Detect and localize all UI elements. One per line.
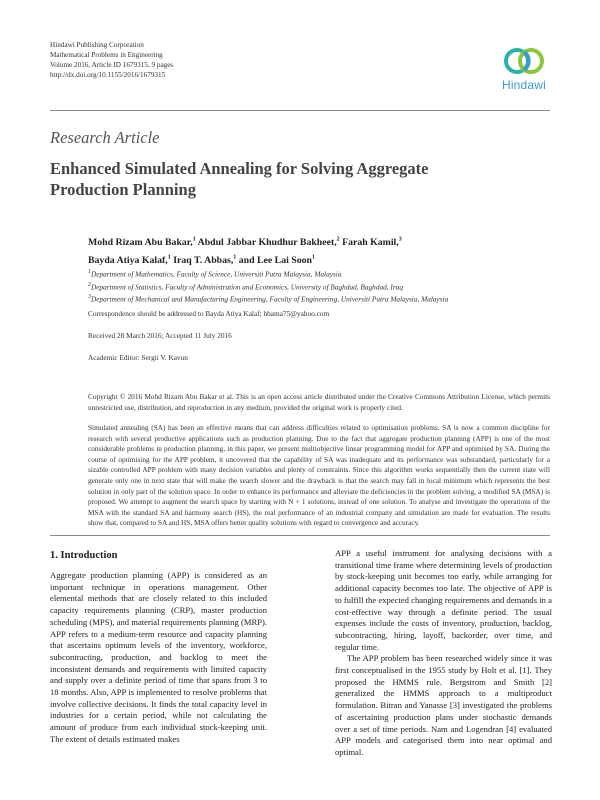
author: Iraq T. Abbas,$^1$ (173, 254, 237, 266)
hindawi-logo-icon (501, 44, 547, 78)
author: Farah Kamil,$^3$ (342, 237, 402, 249)
journal-name: Mathematical Problems in Engineering (50, 51, 163, 59)
academic-editor: Academic Editor: Sergii V. Kavun (88, 353, 188, 362)
doi-link[interactable]: http://dx.doi.org/10.1155/2016/1679315 (50, 71, 166, 79)
affiliation: $^2$Department of Statistics, Faculty of Administration and Economics, University of Baghdad, Baghdad, Iraq (88, 282, 403, 292)
abstract-rule (50, 535, 550, 536)
publisher-name: Hindawi Publishing Corporation (50, 41, 144, 49)
author: Abdul Jabbar Khudhur Bakheet,$^2$ (197, 237, 340, 249)
logo-wordmark: Hindawi (501, 78, 547, 92)
correspondence: Correspondence should be addressed to Bayda Atiya Kalaf; hbama75@yahoo.com (88, 309, 330, 318)
article-type: Research Article (50, 128, 160, 147)
author-list (88, 233, 508, 268)
received-dates: Received 28 March 2016; Accepted 11 July 2016 (88, 331, 232, 340)
paragraph: The APP problem has been researched widely since it was first conceptualised in the 1955 study by Holt et al. [1]. They proposed the HMMS rule. Bergstrom and Smith [2] generalized the HMMS approach to a multiproduct formulation. Bitran and Yanasse [3] investigated the problems of ascertaining production plans under stochastic demands over a set of time periods. Nam and Logendran [4] evaluated APP models and categorised them into near optimal and optimal. (335, 653, 552, 757)
author: Mohd Rizam Abu Bakar,$^1$ (88, 237, 196, 249)
journal-header (50, 40, 173, 80)
affiliation: $^3$Department of Mechanical and Manufacturing Engineering, Faculty of Engineering, Universiti Putra Malaysia, Malaysia (88, 294, 449, 304)
author: and Lee Lai Soon$^1$ (238, 254, 315, 266)
header-rule (50, 110, 550, 111)
copyright-notice: Copyright © 2016 Mohd Rizam Abu Bakar et al. This is an open access article distributed under the Creative Commons Attribution License, which permits unrestricted use, distribution, and reproduction in any medium, provided the original work is properly cited. (88, 392, 550, 412)
paper-title: Enhanced Simulated Annealing for Solving Aggregate Production Planning (50, 159, 429, 199)
paragraph: Aggregate production planning (APP) is considered as an important technique in operations management. Other elemental methods that are closely related to this included capacity requirements planning (CRP), master production scheduling (MPS), and material requirements planning (MRP). APP refers to a medium-term resource and capacity planning that ascertains optimum levels of the inventory, workforce, subcontracting, production, and backlog to meet the inconsistent demands and requirements with limited capacity and supply over a definite period of time that spans from 3 to 18 months. Also, APP is implemented to resolve problems that involve collective decisions. It finds the total capacity level in industries for a certain period, while not calculating the amount of produce from each individual stock-keeping unit. The extent of details estimated makes (50, 570, 267, 744)
affiliation: $^1$Department of Mathematics, Faculty of Science, Universiti Putra Malaysia, Malaysia (88, 269, 342, 279)
hindawi-logo (495, 44, 553, 92)
abstract: Simulated annealing (SA) has been an effective means that can address difficulties related to optimisation problems. SA is now a common discipline for research with several productive applications such as production planning. Due to the fact that aggregate production planning (APP) is one of the most considerable problems in production planning, in this paper, we present multiobjective linear programming model for APP and optimised by SA. During the course of optimising for the APP problem, it uncovered that the capability of SA was inadequate and its performance was substandard, particularly for a sizable controlled APP problem with many decision variables and plenty of constraints. Since this algorithm works sequentially then the current state will generate only one in next state that will make the search slower and the drawback is that the search may fall in local minimum which represents the best solution in only part of the solution space. In order to enhance its performance and alleviate the deficiencies in the problem solving, a modified SA (MSA) is proposed. We attempt to augment the search space by starting with N + 1 solutions, instead of one solution. To analyse and investigate the operations of the MSA with the standard SA and harmony search (HS), the real performance of an industrial company and simulation are made for evaluation. The results show that, compared to SA and HS, MSA offers better quality solutions with regard to convergence and accuracy. (88, 423, 550, 528)
paragraph: APP a useful instrument for analysing decisions with a transitional time frame where determining levels of production by stock-keeping unit becomes too early, while arranging for additional capacity becomes too late. The objective of APP is to fulfill the expected changing requirements and demands in a cost-effective way through a definite period. The usual expenses include the costs of inventory, production, backlog, subcontracting, hiring, layoff, backorder, over time, and regular time. (335, 548, 552, 652)
section-heading: 1. Introduction (50, 550, 118, 561)
author: Bayda Atiya Kalaf,$^1$ (88, 254, 171, 266)
left-column (50, 570, 267, 746)
right-column (335, 548, 552, 759)
volume-info: Volume 2016, Article ID 1679315, 9 pages (50, 61, 174, 69)
